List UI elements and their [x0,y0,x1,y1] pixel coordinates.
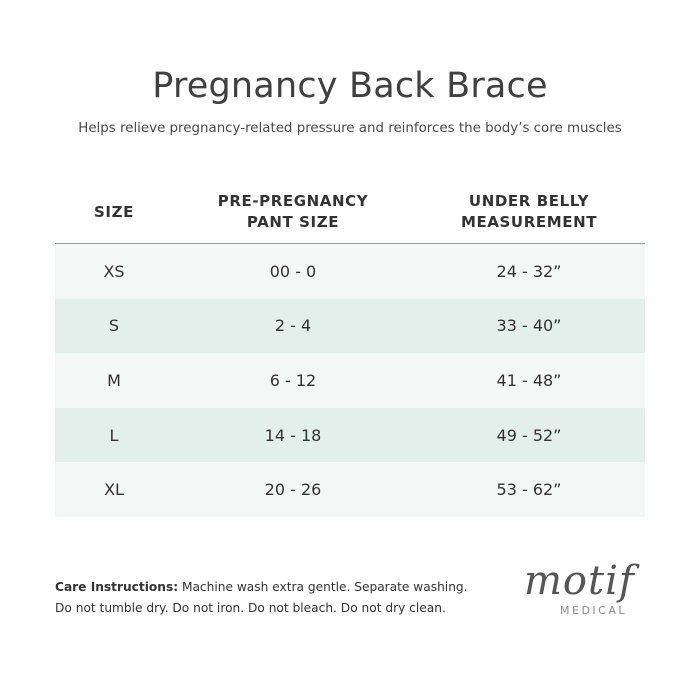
page-subtitle: Helps relieve pregnancy-related pressure and reinforces the body’s core muscles [78,121,622,136]
cell-size: M [107,370,121,390]
cell-pant: 20 - 26 [264,480,322,500]
cell-belly: 41 - 48” [496,370,562,390]
table-row [55,353,645,408]
brand-logo [520,558,655,628]
table-row [55,462,645,517]
table-row [55,299,645,354]
care-line1: Machine wash extra gentle. Separate washing. [178,580,468,594]
cell-belly: 24 - 32” [496,261,562,281]
cell-size: S [108,316,120,336]
cell-size: XL [104,480,124,500]
header-belly-measurement [413,191,645,233]
cell-pant: 6 - 12 [269,370,317,390]
size-chart-table [55,180,645,517]
header-pant-size [173,191,413,233]
cell-belly: 49 - 52” [496,425,562,445]
cell-pant: 00 - 0 [269,261,317,281]
header-size: SIZE [94,202,134,221]
header-pant-line2: PANT SIZE [246,212,340,231]
logo-subtext: MEDICAL [560,604,627,617]
cell-belly: 33 - 40” [496,316,562,336]
care-label: Care Instructions: [55,580,179,594]
header-belly-line2: MEASUREMENT [460,212,598,231]
cell-belly: 53 - 62” [496,480,562,500]
cell-size: L [109,425,119,445]
table-row [55,244,645,299]
logo-wordmark: motif [524,558,635,604]
header-belly-line1: UNDER BELLY [468,191,590,210]
page-title: Pregnancy Back Brace [152,66,548,106]
table-header [55,180,645,244]
cell-pant: 14 - 18 [264,425,322,445]
header-pant-line1: PRE-PREGNANCY [217,191,369,210]
cell-pant: 2 - 4 [274,316,312,336]
cell-size: XS [103,261,125,281]
care-instructions [55,577,505,619]
care-line2: Do not tumble dry. Do not iron. Do not bleach. Do not dry clean. [55,601,446,615]
table-row [55,408,645,463]
